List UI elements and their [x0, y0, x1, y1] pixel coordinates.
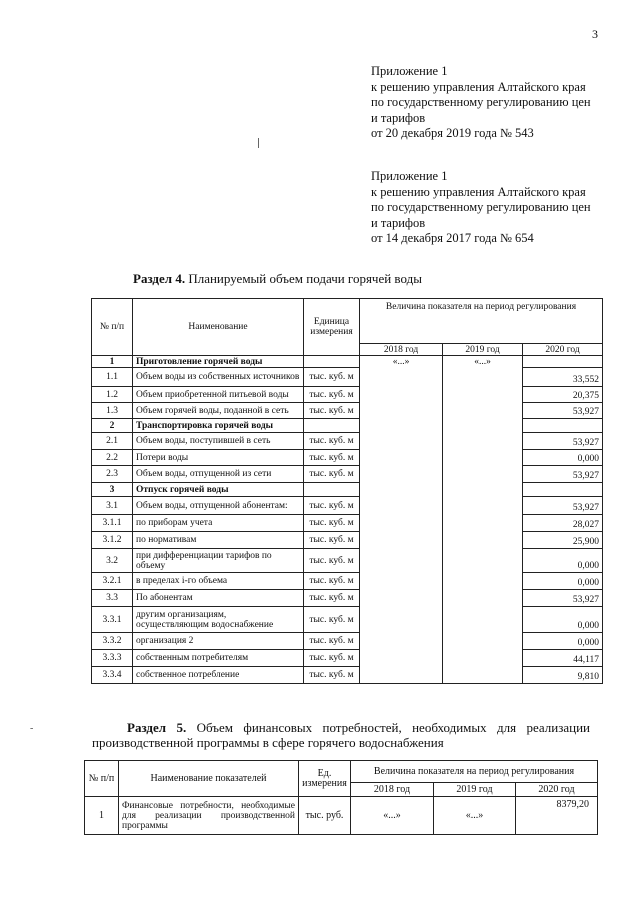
row-unit: тыс. куб. м: [304, 607, 360, 633]
row-num: 2.3: [92, 466, 133, 483]
appendix-line: к решению управления Алтайского края: [371, 79, 586, 94]
header-year-2019: 2019 год: [434, 783, 516, 797]
section4-table: [91, 298, 603, 684]
appendix-header-previous: [371, 169, 621, 247]
row-unit: тыс. куб. м: [304, 466, 360, 483]
appendix-line: от 14 декабря 2017 года № 654: [371, 231, 534, 245]
section5-title-line1: Объем финансовых потребностей, необходимых для реализации: [196, 720, 590, 735]
row-num: 3.3.1: [92, 607, 133, 633]
row-num: 3.1: [92, 497, 133, 515]
row-name: По абонентам: [133, 590, 304, 607]
row-name: другим организациям, осуществляющим водоснабжение: [133, 607, 304, 633]
section5-title: [92, 720, 590, 750]
margin-mark: -: [30, 723, 34, 734]
row-name: Приготовление горячей воды: [133, 356, 304, 368]
row-unit: тыс. куб. м: [304, 573, 360, 590]
header-year-2019: 2019 год: [443, 344, 523, 356]
row-num: 3.3: [92, 590, 133, 607]
appendix-line: по государственному регулированию цен: [371, 200, 591, 214]
row-unit: тыс. куб. м: [304, 497, 360, 515]
row-unit: тыс. куб. м: [304, 515, 360, 532]
row-value-2020: 0,000: [523, 450, 603, 466]
table-row: [92, 466, 603, 483]
row-unit: тыс. куб. м: [304, 450, 360, 466]
row-value-2020: [523, 356, 603, 368]
row-name: Объем горячей воды, поданной в сеть: [133, 403, 304, 419]
row-num: 1: [85, 797, 119, 835]
row-name: Отпуск горячей воды: [133, 483, 304, 497]
row-name: Объем воды, отпущенной абонентам:: [133, 497, 304, 515]
row-name: Объем воды, поступившей в сеть: [133, 433, 304, 450]
row-num: 3.3.3: [92, 650, 133, 667]
header-year-2020: 2020 год: [523, 344, 603, 356]
row-value-2018: «...»: [351, 797, 434, 835]
table-row: [92, 573, 603, 590]
row-value-2020: 0,000: [523, 549, 603, 573]
row-unit: тыс. куб. м: [304, 667, 360, 684]
row-value-2020: 0,000: [523, 633, 603, 650]
appendix-line: Приложение 1: [371, 64, 448, 78]
table-row: [92, 667, 603, 684]
row-name: Финансовые потребности, необходимые для реализации производственной программы: [119, 797, 299, 835]
row-value-2020: 53,927: [523, 590, 603, 607]
row-num: 1.3: [92, 403, 133, 419]
row-value-2020: [523, 419, 603, 433]
row-value-2020: 28,027: [523, 515, 603, 532]
table-row: [92, 387, 603, 403]
row-unit: тыс. руб.: [299, 797, 351, 835]
row-unit: тыс. куб. м: [304, 549, 360, 573]
row-unit: тыс. куб. м: [304, 633, 360, 650]
row-unit: тыс. куб. м: [304, 433, 360, 450]
row-unit: [304, 419, 360, 433]
table-row: [92, 497, 603, 515]
table-row: [92, 419, 603, 433]
row-name: Транспортировка горячей воды: [133, 419, 304, 433]
row-num: 2.2: [92, 450, 133, 466]
row-name: Объем воды, отпущенной из сети: [133, 466, 304, 483]
section4-title-text: Планируемый объем подачи горячей воды: [188, 271, 422, 286]
table-row: [92, 515, 603, 532]
table-row: [85, 797, 598, 835]
row-num: 1.1: [92, 368, 133, 387]
table-row: [92, 590, 603, 607]
row-num: 1.2: [92, 387, 133, 403]
row-value-2020: [523, 483, 603, 497]
appendix-line: к решению управления Алтайского края: [371, 184, 586, 199]
row-value-2020: 0,000: [523, 607, 603, 633]
row-value-2020: 20,375: [523, 387, 603, 403]
row-value-2020: 44,117: [523, 650, 603, 667]
row-name: по нормативам: [133, 532, 304, 549]
appendix-line: от 20 декабря 2019 года № 543: [371, 126, 534, 140]
row-name: собственное потребление: [133, 667, 304, 684]
table-row: [92, 356, 603, 368]
table-row: [92, 403, 603, 419]
appendix-line: и тарифов: [371, 215, 426, 230]
table-row: [92, 633, 603, 650]
table-row: [92, 433, 603, 450]
table-row: [92, 483, 603, 497]
row-value-2020: 25,900: [523, 532, 603, 549]
row-num: 3.2: [92, 549, 133, 573]
row-num: 2: [92, 419, 133, 433]
row-num: 3.3.4: [92, 667, 133, 684]
header-year-2018: 2018 год: [360, 344, 443, 356]
row-unit: тыс. куб. м: [304, 403, 360, 419]
header-period: Величина показателя на период регулирования: [360, 299, 603, 344]
row-num: 3: [92, 483, 133, 497]
row-num: 1: [92, 356, 133, 368]
row-value-2020: 53,927: [523, 403, 603, 419]
row-value-2020: 8379,20: [516, 797, 598, 835]
row-unit: тыс. куб. м: [304, 650, 360, 667]
row-unit: [304, 483, 360, 497]
section5-table: [84, 760, 598, 835]
section4-label: Раздел 4.: [133, 271, 186, 286]
table-row: [92, 650, 603, 667]
row-unit: тыс. куб. м: [304, 368, 360, 387]
appendix-line: Приложение 1: [371, 169, 448, 183]
row-name: при дифференциации тарифов по объему: [133, 549, 304, 573]
decorative-mark: [258, 138, 259, 148]
row-name: Объем воды из собственных источников: [133, 368, 304, 387]
row-value-2019: «...»: [434, 797, 516, 835]
value-2018-merged: «...»: [360, 356, 443, 684]
header-year-2020: 2020 год: [516, 783, 598, 797]
row-unit: тыс. куб. м: [304, 387, 360, 403]
appendix-line: по государственному регулированию цен: [371, 95, 591, 109]
value-2019-merged: «...»: [443, 356, 523, 684]
row-unit: тыс. куб. м: [304, 532, 360, 549]
row-name: организация 2: [133, 633, 304, 650]
table-row: [92, 450, 603, 466]
row-name: Потери воды: [133, 450, 304, 466]
appendix-line: и тарифов: [371, 110, 426, 125]
header-name: Наименование показателей: [119, 761, 299, 797]
section5-label: Раздел 5.: [127, 720, 187, 735]
header-num: № п/п: [85, 761, 119, 797]
header-unit: Единица измерения: [304, 299, 360, 356]
row-value-2020: 9,810: [523, 667, 603, 684]
section5-title-line2: производственной программы в сфере горячего водоснабжения: [92, 735, 444, 750]
header-period: Величина показателя на период регулирования: [351, 761, 598, 783]
page-number: 3: [592, 27, 598, 41]
row-value-2020: 53,927: [523, 433, 603, 450]
row-value-2020: 0,000: [523, 573, 603, 590]
row-unit: [304, 356, 360, 368]
header-unit: Ед. измерения: [299, 761, 351, 797]
header-year-2018: 2018 год: [351, 783, 434, 797]
row-value-2020: 53,927: [523, 466, 603, 483]
row-value-2020: 33,552: [523, 368, 603, 387]
row-name: собственным потребителям: [133, 650, 304, 667]
row-num: 3.1.1: [92, 515, 133, 532]
row-name: Объем приобретенной питьевой воды: [133, 387, 304, 403]
row-num: 2.1: [92, 433, 133, 450]
row-name: по приборам учета: [133, 515, 304, 532]
row-num: 3.1.2: [92, 532, 133, 549]
table-row: [92, 532, 603, 549]
table-row: [92, 607, 603, 633]
header-name: Наименование: [133, 299, 304, 356]
section4-title: [133, 271, 422, 287]
row-name: в пределах i-го объема: [133, 573, 304, 590]
row-value-2020: 53,927: [523, 497, 603, 515]
row-unit: тыс. куб. м: [304, 590, 360, 607]
row-num: 3.3.2: [92, 633, 133, 650]
appendix-header-current: [371, 64, 621, 142]
table-row: [92, 549, 603, 573]
row-num: 3.2.1: [92, 573, 133, 590]
table-row: [92, 368, 603, 387]
header-num: № п/п: [92, 299, 133, 356]
